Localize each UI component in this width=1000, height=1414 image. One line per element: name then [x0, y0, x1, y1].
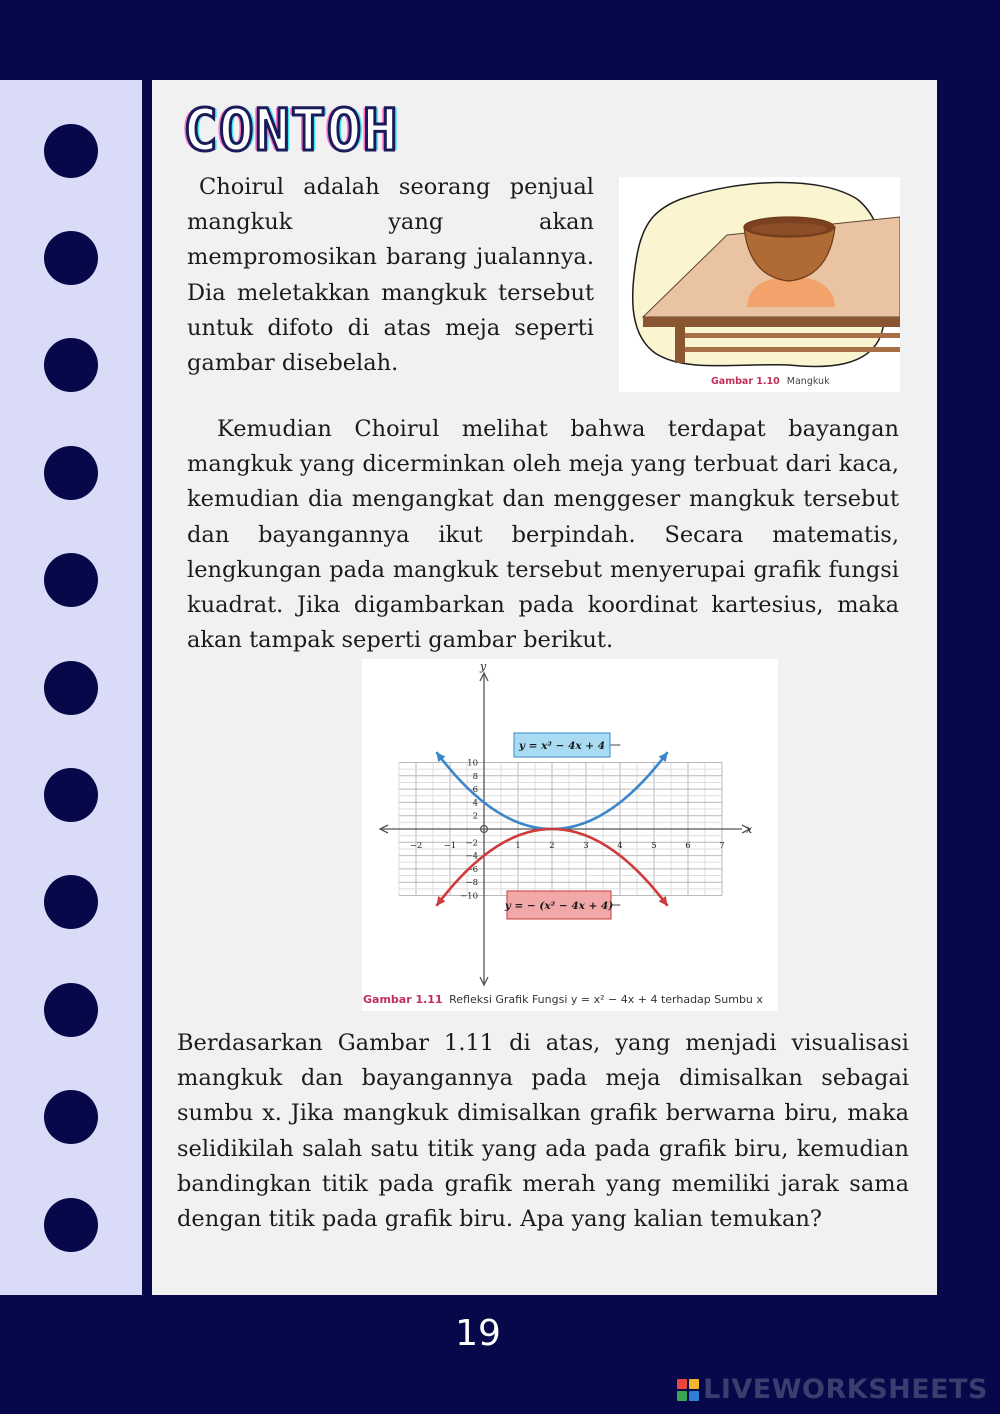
- reflection-graph: [362, 659, 778, 1011]
- y-tick-label: −2: [465, 838, 478, 849]
- binder-hole: [44, 983, 98, 1037]
- x-tick-label: 2: [549, 841, 555, 851]
- question-paragraph: Berdasarkan Gambar 1.11 di atas, yang menjadi visualisasi mangkuk dan bayangannya pada meja dimisalkan sebagai sumbu x. Jika mangkuk dimisalkan grafik berwarna biru, maka selidikilah salah satu titik yang ada pada grafik biru, kemudian bandingkan titik pada grafik merah yang memiliki jarak sama dengan titik pada grafik biru. Apa yang kalian temukan?: [177, 1030, 909, 1233]
- binder-hole: [44, 231, 98, 285]
- reflection-graph-figure: [362, 659, 778, 1011]
- binder-hole: [44, 446, 98, 500]
- bowl-figure: [619, 177, 900, 392]
- brand-footer: [677, 1374, 988, 1405]
- binder-hole: [44, 1090, 98, 1144]
- blue-equation-label: y = x² − 4x + 4: [518, 740, 606, 752]
- x-axis-label: x: [746, 823, 753, 836]
- caption-label: Gambar 1.10: [711, 376, 780, 387]
- brand-name: LIVEWORKSHEETS: [703, 1374, 988, 1405]
- binder-hole: [44, 553, 98, 607]
- y-tick-label: −6: [465, 864, 478, 875]
- x-tick-label: 7: [719, 841, 725, 851]
- binder-hole: [44, 124, 98, 178]
- x-tick-label: −1: [443, 841, 457, 851]
- liveworksheets-logo-icon: [677, 1379, 699, 1401]
- binder-hole: [44, 875, 98, 929]
- y-tick-label: 2: [472, 811, 478, 822]
- bowl-illustration: [619, 177, 900, 392]
- figure-caption: [363, 993, 763, 1006]
- y-tick-label: 4: [472, 798, 478, 809]
- x-tick-label: −2: [409, 841, 423, 851]
- y-tick-label: 8: [472, 771, 478, 782]
- red-equation-label: y = − (x² − 4x + 4): [504, 900, 614, 912]
- binder-strip: [0, 80, 142, 1295]
- binder-hole: [44, 661, 98, 715]
- caption-text: Mangkuk: [786, 376, 830, 387]
- page-title: CONTOH: [183, 96, 399, 164]
- x-tick-label: 1: [515, 841, 521, 851]
- page-number: 19: [455, 1313, 501, 1354]
- y-tick-label: −10: [460, 891, 478, 902]
- figure-caption: [711, 376, 830, 387]
- body-paragraph: Kemudian Choirul melihat bahwa terdapat bayangan mangkuk yang dicerminkan oleh meja yang terbuat dari kaca, kemudian dia mengangkat dan menggeser mangkuk tersebut dan bayangannya ikut berpindah. Secara matematis, lengkungan pada mangkuk tersebut menyerupai grafik fungsi kuadrat. Jika digambarkan pada koordinat kartesius, maka akan tampak seperti gambar berikut.: [187, 416, 899, 654]
- y-tick-label: −8: [465, 878, 478, 889]
- y-axis-label: y: [480, 660, 487, 673]
- y-tick-label: 6: [472, 785, 478, 796]
- binder-hole: [44, 1198, 98, 1252]
- x-tick-label: 6: [685, 841, 691, 851]
- caption-text: Refleksi Grafik Fungsi y = x² − 4x + 4 terhadap Sumbu x: [449, 993, 763, 1006]
- intro-paragraph: Choirul adalah seorang penjual mangkuk yang akan mempromosikan barang jualannya. Dia meletakkan mangkuk tersebut untuk difoto di atas meja seperti gambar disebelah.: [187, 174, 594, 377]
- x-tick-label: 5: [651, 841, 657, 851]
- x-tick-label: 3: [583, 841, 589, 851]
- y-tick-label: −4: [465, 851, 478, 862]
- y-tick-label: 10: [467, 758, 478, 769]
- binder-hole: [44, 338, 98, 392]
- x-tick-label: 4: [617, 841, 623, 851]
- binder-hole: [44, 768, 98, 822]
- caption-label: Gambar 1.11: [363, 993, 443, 1006]
